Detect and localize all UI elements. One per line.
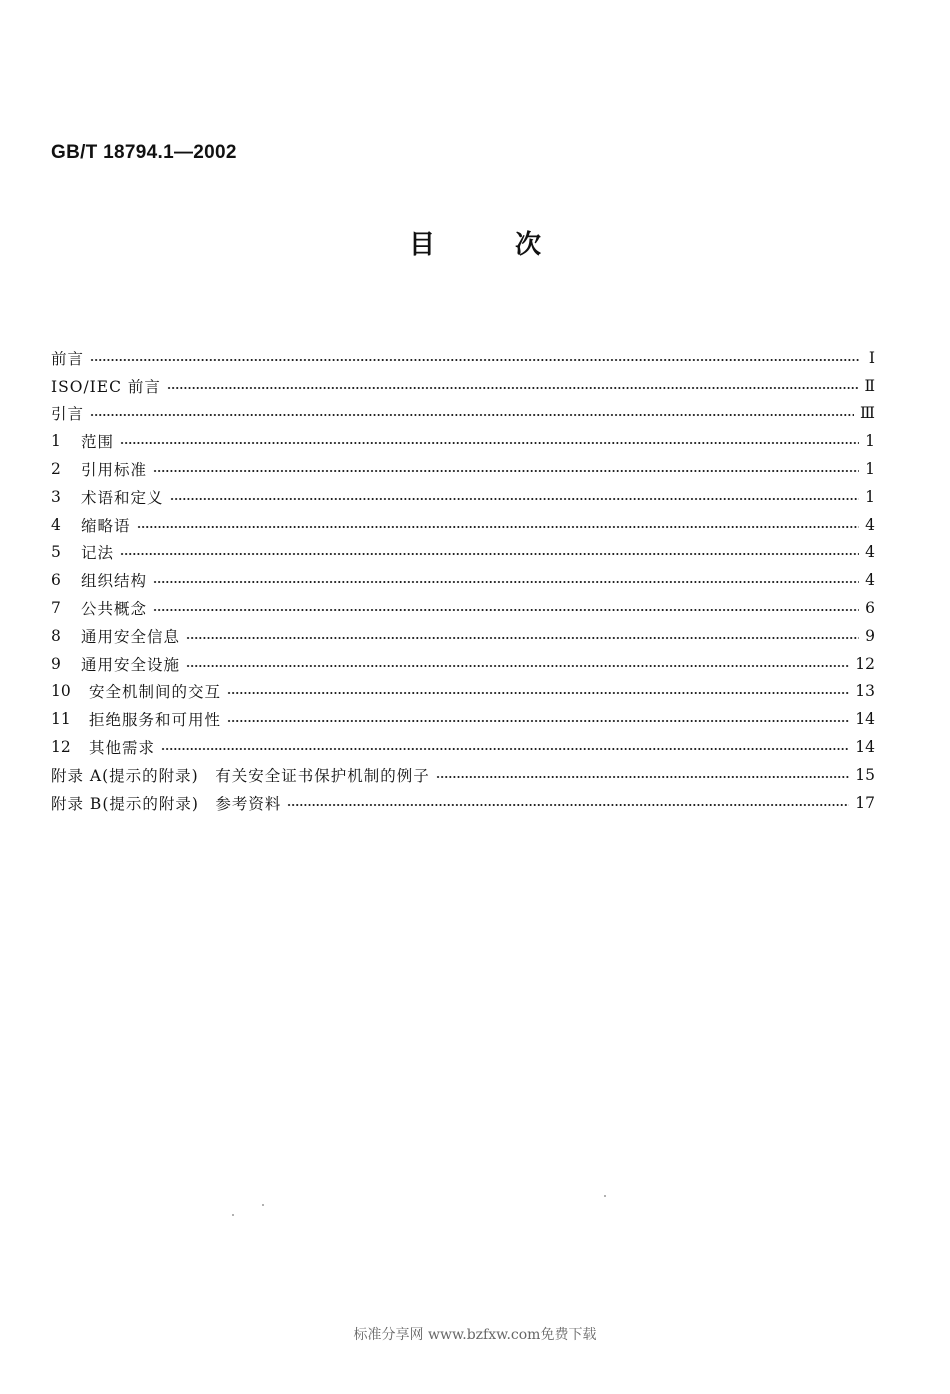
toc-entry bbox=[51, 622, 875, 650]
toc-entry-number: 5 bbox=[51, 543, 61, 562]
toc-entry bbox=[51, 650, 875, 678]
toc-entry bbox=[51, 761, 875, 789]
toc-entry bbox=[51, 372, 875, 400]
toc-entry-page: 14 bbox=[855, 710, 875, 729]
scan-speck bbox=[232, 1214, 234, 1216]
toc-entry-page: 12 bbox=[855, 654, 875, 673]
toc-dot-leader bbox=[161, 747, 849, 751]
toc-list bbox=[51, 344, 875, 817]
toc-entry-number: 11 bbox=[51, 710, 71, 729]
toc-entry-label: ISO/IEC 前言 bbox=[51, 377, 161, 396]
toc-entry bbox=[51, 511, 875, 539]
toc-entry-page: 14 bbox=[855, 738, 875, 757]
toc-dot-leader bbox=[120, 441, 859, 445]
toc-entry-label: 安全机制间的交互 bbox=[89, 683, 222, 702]
toc-title: 目次 bbox=[408, 230, 621, 260]
toc-entry-number: 10 bbox=[51, 682, 71, 701]
toc-entry-page: 17 bbox=[855, 793, 875, 812]
toc-entry-label: 附录 A(提示的附录) 有关安全证书保护机制的例子 bbox=[51, 766, 430, 785]
toc-entry bbox=[51, 455, 875, 483]
toc-entry-page: 4 bbox=[865, 515, 875, 534]
toc-entry-label: 引言 bbox=[51, 405, 85, 424]
toc-dot-leader bbox=[153, 608, 859, 612]
toc-entry bbox=[51, 483, 875, 511]
toc-entry-number: 2 bbox=[51, 460, 61, 479]
toc-entry-label: 术语和定义 bbox=[81, 488, 164, 507]
toc-entry-page: 4 bbox=[865, 543, 875, 562]
toc-dot-leader bbox=[120, 552, 859, 556]
toc-entry-number: 12 bbox=[51, 738, 71, 757]
toc-entry-label: 通用安全设施 bbox=[81, 655, 181, 674]
toc-dot-leader bbox=[153, 469, 859, 473]
toc-entry-number: 8 bbox=[51, 626, 61, 645]
toc-dot-leader bbox=[186, 636, 859, 640]
toc-entry-page: 13 bbox=[855, 682, 875, 701]
toc-entry-label: 范围 bbox=[81, 433, 115, 452]
toc-entry-page: 4 bbox=[865, 571, 875, 590]
toc-entry bbox=[51, 789, 875, 817]
toc-entry bbox=[51, 400, 875, 428]
scan-speck bbox=[604, 1195, 606, 1197]
toc-entry-page: Ⅱ bbox=[864, 376, 875, 395]
toc-entry bbox=[51, 678, 875, 706]
toc-entry-label: 其他需求 bbox=[89, 739, 156, 758]
toc-entry-label: 拒绝服务和可用性 bbox=[89, 711, 222, 730]
toc-entry-number: 9 bbox=[51, 654, 61, 673]
toc-entry-number: 6 bbox=[51, 571, 61, 590]
toc-dot-leader bbox=[153, 580, 859, 584]
toc-dot-leader bbox=[137, 525, 859, 529]
toc-entry-label: 附录 B(提示的附录) 参考资料 bbox=[51, 794, 282, 813]
toc-entry-label: 公共概念 bbox=[81, 600, 148, 619]
toc-entry-label: 记法 bbox=[81, 544, 115, 563]
toc-dot-leader bbox=[90, 413, 854, 417]
toc-entry-label: 通用安全信息 bbox=[81, 627, 181, 646]
toc-entry bbox=[51, 733, 875, 761]
toc-entry-page: 1 bbox=[865, 487, 875, 506]
toc-entry-page: 15 bbox=[855, 765, 875, 784]
toc-entry bbox=[51, 539, 875, 567]
toc-entry bbox=[51, 594, 875, 622]
toc-dot-leader bbox=[436, 775, 850, 779]
toc-entry-page: 6 bbox=[865, 599, 875, 618]
toc-entry-number: 4 bbox=[51, 515, 61, 534]
toc-entry bbox=[51, 705, 875, 733]
toc-dot-leader bbox=[90, 358, 859, 362]
doc-code: GB/T 18794.1—2002 bbox=[51, 142, 237, 163]
toc-entry bbox=[51, 344, 875, 372]
toc-dot-leader bbox=[227, 719, 849, 723]
toc-dot-leader bbox=[287, 803, 849, 807]
toc-entry-label: 引用标准 bbox=[81, 461, 148, 480]
toc-entry-label: 组织结构 bbox=[81, 572, 148, 591]
toc-entry-number: 7 bbox=[51, 599, 61, 618]
toc-dot-leader bbox=[186, 664, 849, 668]
toc-entry-label: 前言 bbox=[51, 349, 85, 368]
toc-entry bbox=[51, 566, 875, 594]
toc-dot-leader bbox=[170, 497, 859, 501]
toc-entry-number: 1 bbox=[51, 432, 61, 451]
toc-entry bbox=[51, 427, 875, 455]
scan-speck bbox=[262, 1204, 264, 1206]
toc-entry-page: Ⅰ bbox=[868, 348, 875, 367]
toc-entry-number: 3 bbox=[51, 487, 61, 506]
toc-entry-page: 1 bbox=[865, 432, 875, 451]
toc-entry-label: 缩略语 bbox=[81, 516, 131, 535]
toc-dot-leader bbox=[227, 691, 849, 695]
toc-dot-leader bbox=[167, 386, 859, 390]
toc-entry-page: Ⅲ bbox=[860, 404, 875, 423]
toc-entry-page: 9 bbox=[865, 626, 875, 645]
toc-entry-page: 1 bbox=[865, 460, 875, 479]
footer-watermark: 标准分享网 www.bzfxw.com免费下载 bbox=[353, 1327, 597, 1343]
